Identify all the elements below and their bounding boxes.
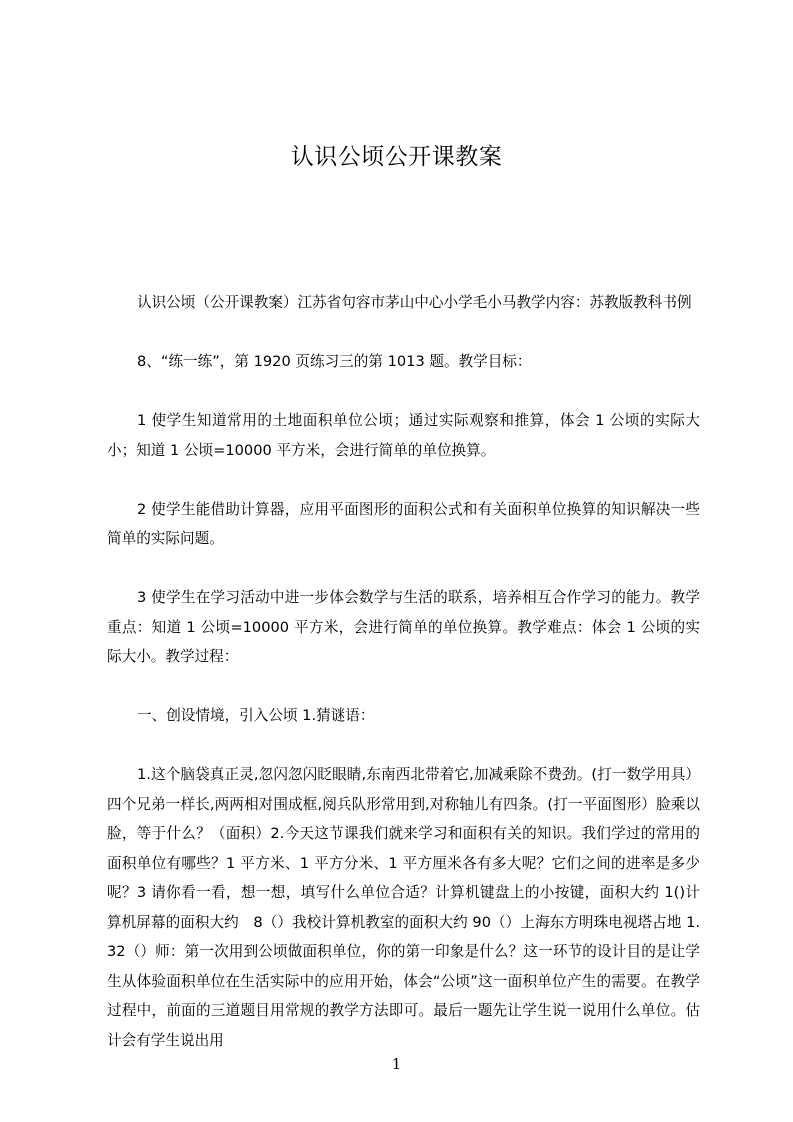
document-title: 认识公顷公开课教案 (290, 144, 503, 170)
document-body (107, 288, 700, 1085)
paragraph-section-1-heading: 一、创设情境，引入公顷 1.猜谜语： (137, 707, 375, 724)
paragraph-intro: 认识公顷（公开课教案）江苏省句容市茅山中心小学毛小马教学内容：苏教版教科书例 (137, 294, 692, 311)
paragraph-riddles: 1.这个脑袋真正灵,忽闪忽闪眨眼睛,东南西北带着它,加减乘除不费劲。(打一数学用具）四个兄弟一样长,两两相对围成框,阅兵队形常用到,对称轴儿有四条。(打一平面图形）脸乘以脸，等于什么？（面积）2.今天这节课我们就来学习和面积有关的知识。我们学过的常用的面积单位有哪些？1 平方米、1 平方分米、1 平方厘米各有多大呢？它们之间的进率是多少呢？3 请你看一看，想一想，填写什么单位合适？计算机键盘上的小按键，面积大约 1()计算机屏幕的面积大约 8（）我校计算机教室的面积大约 90（）上海东方明珠电视塔占地 1.32（）师：第一次用到公顷做面积单位，你的第一印象是什么？这一环节的设计目的是让学生从体验面积单位在生活实际中的应用开始，体会“公顷”这一面积单位产生的需要。在教学过程中，前面的三道题目用常规的教学方法即可。最后一题先让学生说一说用什么单位。估计会有学生说出用 (107, 766, 700, 1049)
paragraph-objective-2: 2 使学生能借助计算器，应用平面图形的面积公式和有关面积单位换算的知识解决一些简单的实际问题。 (107, 500, 700, 547)
paragraph-objectives-heading: 8、“练一练”，第 1920 页练习三的第 1013 题。教学目标： (137, 353, 532, 370)
paragraph-objective-3: 3 使学生在学习活动中进一步体会数学与生活的联系，培养相互合作学习的能力。教学重点：知道 1 公顷=10000 平方米，会进行简单的单位换算。教学难点：体会 1 公顷的实际大小。教学过程： (107, 589, 700, 665)
paragraph-objective-1: 1 使学生知道常用的土地面积单位公顷；通过实际观察和推算，体会 1 公顷的实际大小；知道 1 公顷=10000 平方米，会进行简单的单位换算。 (107, 412, 700, 459)
page-number: 1 (391, 1055, 402, 1073)
